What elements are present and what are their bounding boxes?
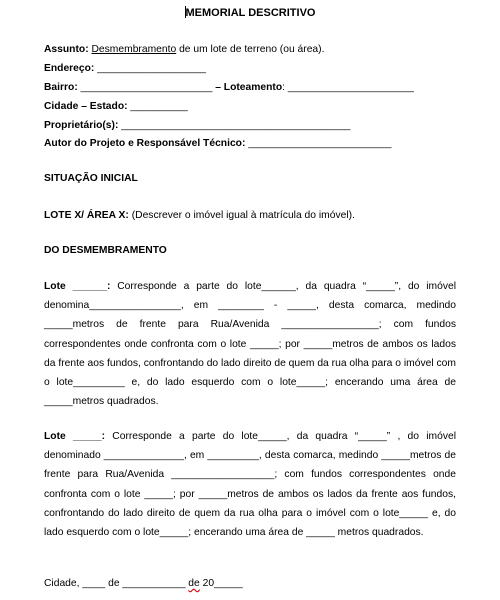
paragraph-lote-2: Lote _____: Corresponde a parte do lote_____, da quadra “_____” , do imóvel denominado ______________, em _________, desta comarca, medindo _____metros de frente para Rua/Avenida __________________; com fundos correspondentes onde confronta com o lote _____; por _____metros de ambos os lados da frente aos fundos, confrontando do lado direito de quem da rua olha para o imóvel com o lote_____ e, do lado esquerdo com o lote_____; encerando uma área de _____ metros quadrados. [44,431,456,539]
field-cidade-estado: Cidade – Estado: __________ [44,101,188,112]
spellcheck-squiggle: de [188,578,200,589]
closing-line: Cidade, ____ de ___________ de 20_____ [44,578,243,589]
field-bairro: Bairro: _______________________ – Loteamento: ______________________ [44,82,414,93]
field-endereco: Endereço: ___________________ [44,63,207,74]
document-title: MEMORIAL DESCRITIVO [185,7,316,19]
field-autor: Autor do Projeto e Responsável Técnico: _________________________ [44,138,392,149]
field-proprietario: Proprietário(s): ________________________________________ [44,120,351,131]
lote-x-line: LOTE X/ ÁREA X: (Descrever o imóvel igual à matrícula do imóvel). [44,210,355,221]
paragraph-lote-1: Lote ______: Corresponde a parte do lote______, da quadra “_____”, do imóvel denomina________________, em ________ - _____, desta comarca, medindo _____metros de frente para Rua/Avenida _________________; com fundos correspondentes onde confronta com o lote _____; por _____metros de ambos os lados da frente aos fundos, confrontando do lado direito de quem da rua olha para o imóvel com o lote_________ e, do lado esquerdo com o lote_____; encerando uma área de _____metros quadrados. [44,281,457,408]
field-assunto: Assunto: Desmembramento de um lote de terreno (ou área). [44,44,325,55]
assunto-link[interactable]: Desmembramento [91,44,177,55]
heading-desmembramento: DO DESMEMBRAMENTO [44,245,167,256]
heading-situacao-inicial: SITUAÇÃO INICIAL [44,173,138,184]
